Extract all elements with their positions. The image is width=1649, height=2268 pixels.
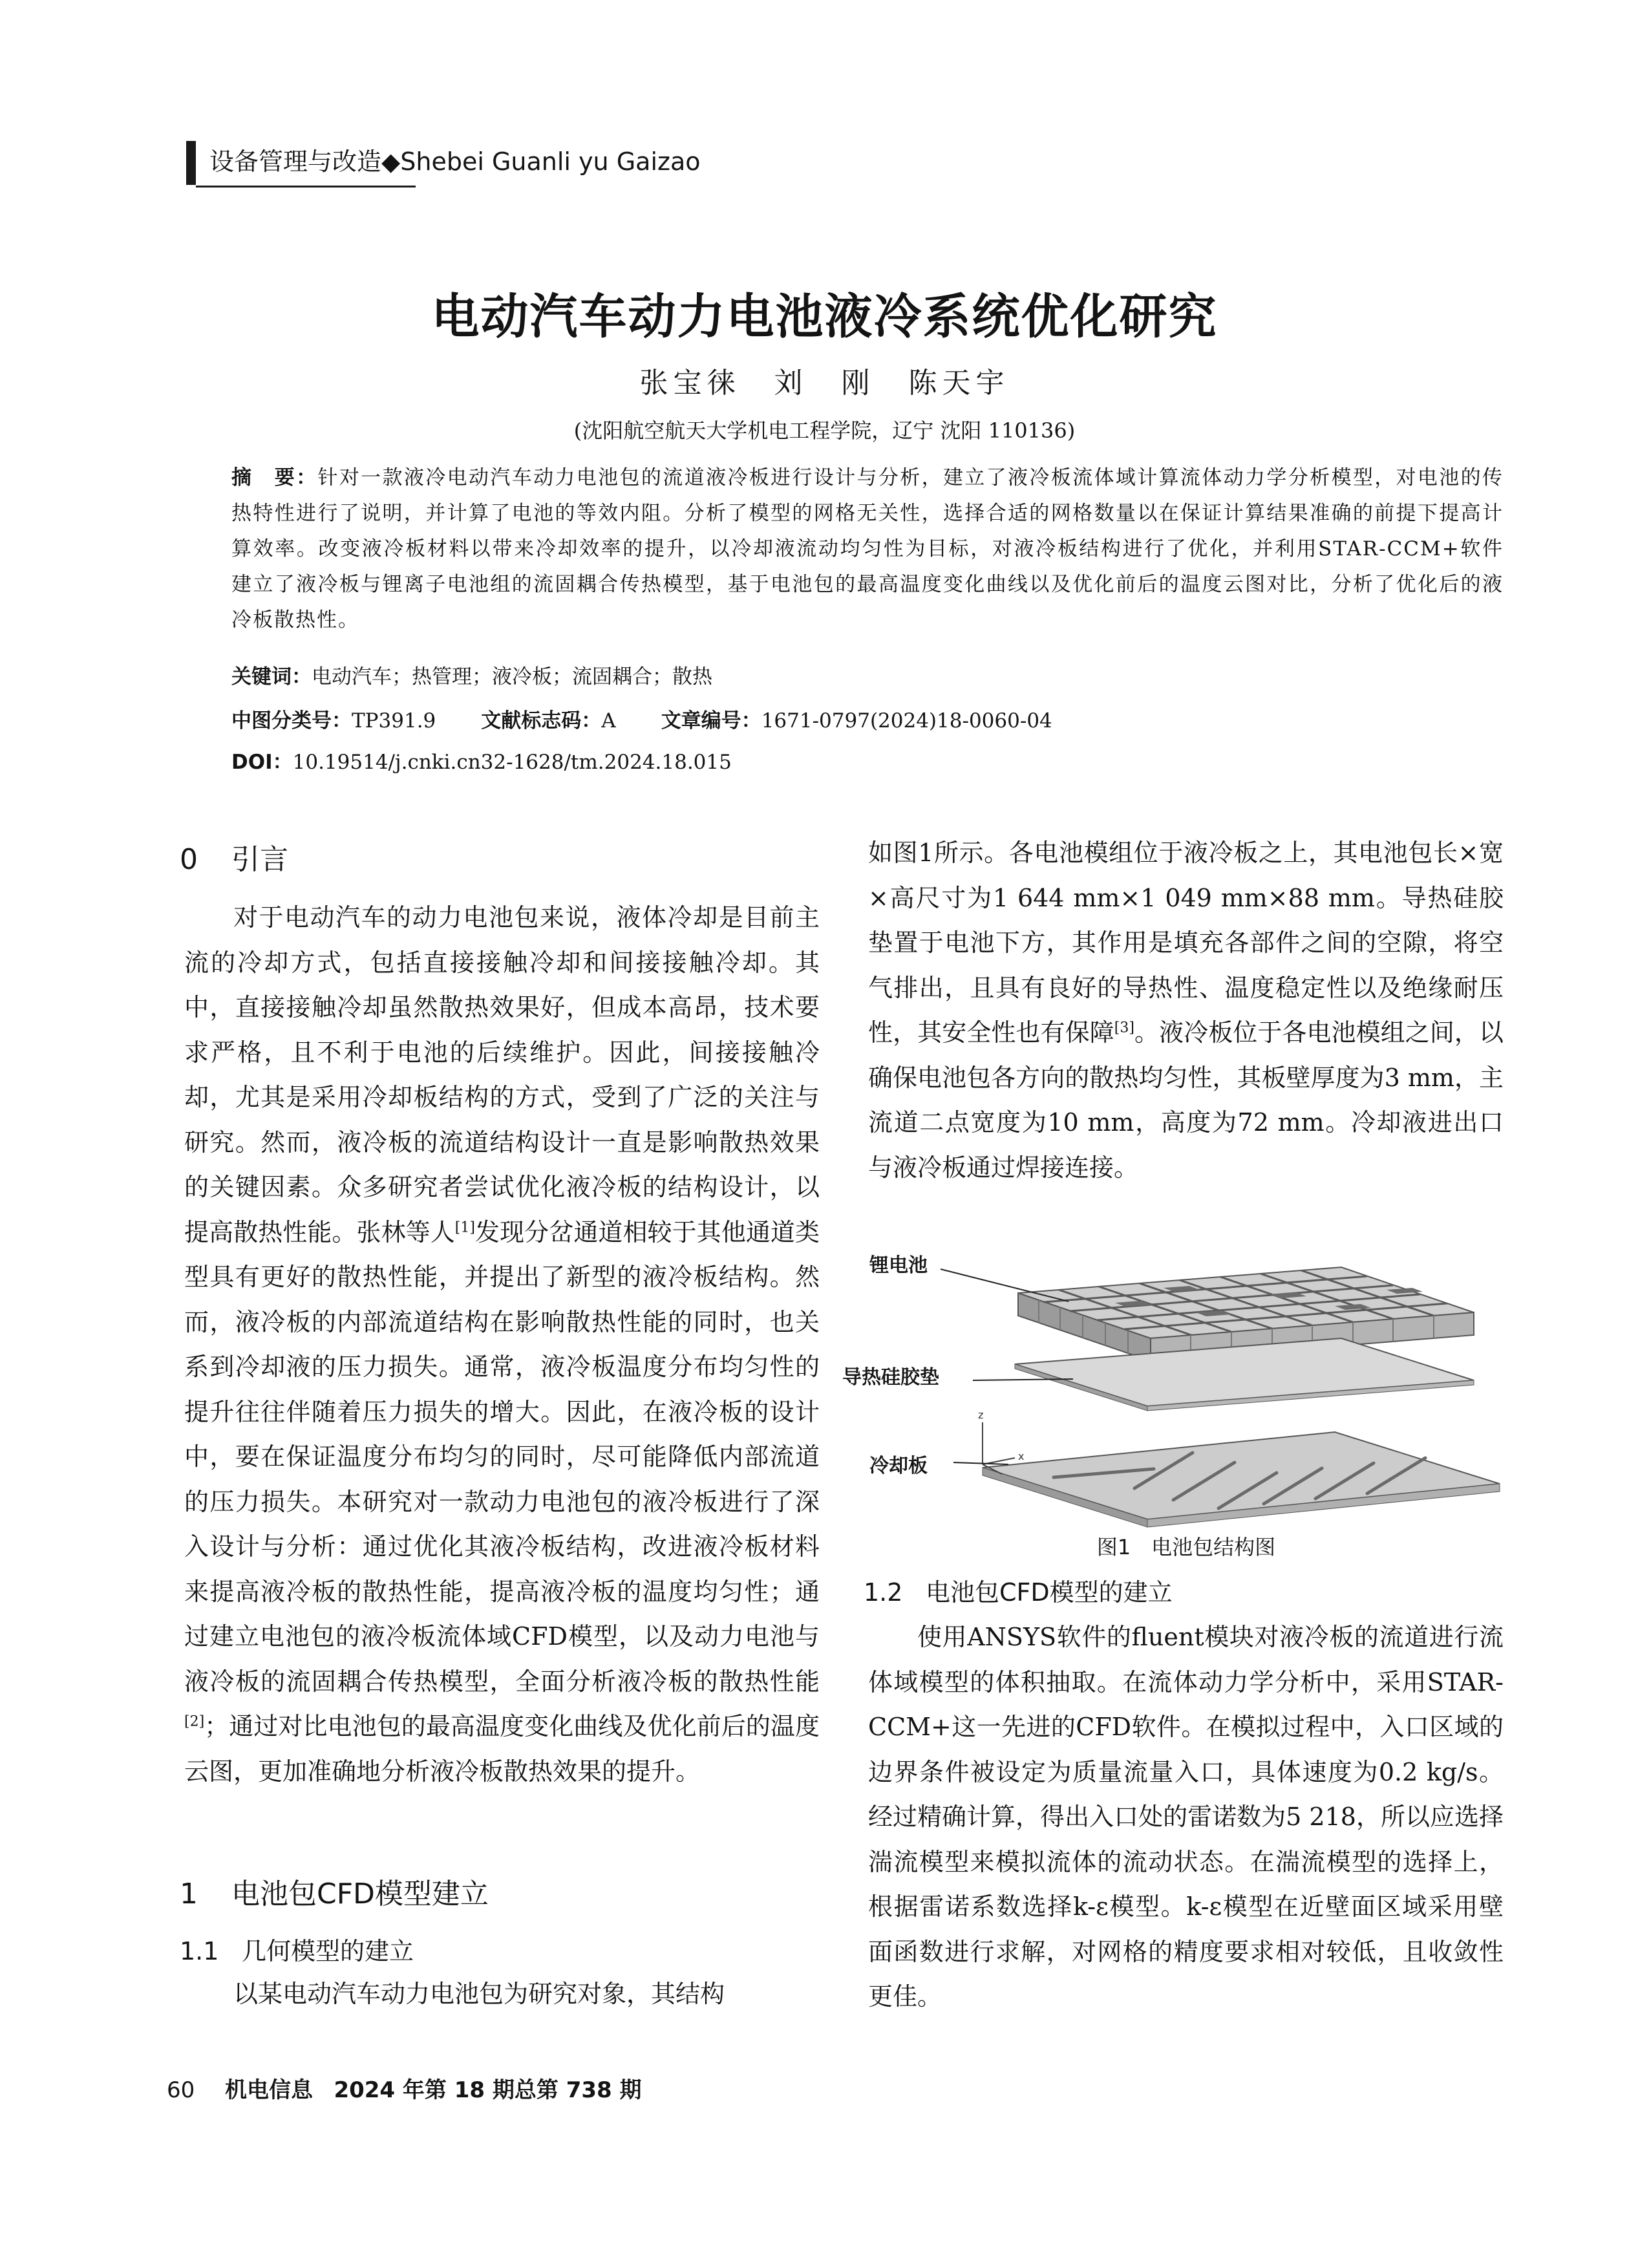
section-1-2-heading (864, 1574, 1173, 1610)
section-1-1-text-2: 。液冷板位于各电池模组之间，以确保电池包各方向的散热均匀性，其板壁厚度为3 mm，主流道二点宽度为10 mm，高度为72 mm。冷却液进出口与液冷板通过焊接连接。 (868, 1018, 1504, 1182)
figure-1 (842, 1235, 1503, 1539)
section-1-1-text-start: 以某电动汽车动力电池包为研究对象，其结构 (233, 1980, 725, 2008)
affiliation: (沈阳航空航天大学机电工程学院，辽宁 沈阳 110136) (573, 418, 1076, 443)
article-no-label: 文章编号： (661, 709, 761, 733)
figure-1-caption: 图1 电池包结构图 (1096, 1535, 1276, 1559)
intro-text-3: 发现分岔通道相较于其他通道类型具有更好的散热性能，并提出了新型的液冷板结构。然而，液冷板的内部流道结构在影响散热性能的同时，也关系到冷却液的压力损失。通常，液冷板温度分布均匀性的提升往往伴随着压力损失的增大。因此，在液冷板的设计中，要在保证温度分布均匀的同时，尽可能降低内部流道的压力损失。本研究对一款动力电池包的液冷板进行了深入设计与分析：通过优化其液冷板结构，改进液冷板材料来提高液冷板的散热性能，提高液冷板的温度均匀性；通过建立电池包的液冷板流体域CFD模型，以及动力电池与液冷板的流固耦合传热模型，全面分析液冷板的散热性能 (184, 1217, 820, 1696)
axis-x-label: x (1018, 1450, 1025, 1462)
header-separator: ◆ (381, 147, 401, 176)
page-footer (167, 2074, 642, 2106)
section-1-1-heading (180, 1933, 414, 1969)
citation-3: [3] (1114, 1020, 1134, 1036)
section-0-number: 0 (180, 843, 198, 876)
section-1-1-body-continued (868, 831, 1504, 1190)
section-1-2-paragraph: 使用ANSYS软件的fluent模块对液冷板的流道进行流体域模型的体积抽取。在流体动力学分析中，采用STAR-CCM+这一先进的CFD软件。在模拟过程中，入口区域的边界条件被设定为质量流量入口，具体速度为0.2 kg/s。经过精确计算，得出入口处的雷诺数为5 218，所以应选择湍流模型来模拟流体的流动状态。在湍流模型的选择上，根据雷诺系数选择k-ε模型。k-ε模型在近壁面区域采用壁面函数进行求解，对网格的精度要求相对较低，且收敛性更佳。 (868, 1623, 1504, 2011)
section-0-heading (180, 840, 288, 879)
keywords (231, 661, 712, 693)
doc-code-value: A (601, 709, 616, 733)
abstract (231, 460, 1504, 638)
label-thermal-pad: 导热硅胶垫 (842, 1366, 939, 1389)
header-bar (186, 141, 196, 185)
classification-row (231, 705, 1052, 737)
journal-name: 机电信息 (225, 2077, 313, 2103)
abstract-text: 针对一款液冷电动汽车动力电池包的流道液冷板进行设计与分析，建立了液冷板流体域计算流体动力学分析模型，对电池的传热特性进行了说明，并计算了电池的等效内阻。分析了模型的网格无关性，选择合适的网格数量以在保证计算结果准确的前提下提高计算效率。改变液冷板材料以带来冷却效率的提升，以冷却液流动均匀性为目标，对液冷板结构进行了优化，并利用STAR-CCM+软件建立了液冷板与锂离子电池组的流固耦合传热模型，基于电池包的最高温度变化曲线以及优化前后的温度云图对比，分析了优化后的液冷板散热性。 (231, 466, 1504, 632)
paper-title: 电动汽车动力电池液冷系统优化研究 (431, 289, 1218, 345)
section-1-heading (180, 1875, 489, 1914)
doi-row (231, 746, 732, 778)
intro-text-2: 张林等人 (356, 1217, 455, 1246)
section-1-2-title: 电池包CFD模型的建立 (926, 1578, 1173, 1607)
section-0-body (184, 895, 820, 1826)
clc-label: 中图分类号： (231, 709, 352, 733)
authors: 张宝徕 刘 刚 陈天宇 (639, 367, 1010, 400)
label-cold-plate: 冷却板 (869, 1455, 928, 1477)
intro-paragraph (184, 895, 820, 1794)
doi-value: 10.19514/j.cnki.cn32-1628/tm.2024.18.015 (292, 751, 732, 774)
keywords-text: 电动汽车；热管理；液冷板；流固耦合；散热 (312, 665, 712, 689)
clc-value: TP391.9 (352, 709, 436, 733)
abstract-label: 摘 要： (231, 466, 318, 489)
section-1-number: 1 (180, 1878, 198, 1910)
keywords-label: 关键词： (231, 665, 312, 689)
battery-pack-diagram (869, 1235, 1503, 1539)
header-section-cn: 设备管理与改造 (209, 147, 382, 176)
label-lithium-battery: 锂电池 (869, 1254, 928, 1277)
journal-issue: 2024 年第 18 期总第 738 期 (334, 2077, 642, 2103)
axis-z-label: z (978, 1409, 984, 1421)
header-underline (196, 186, 416, 187)
running-header (209, 145, 701, 178)
cold-plate-illustration (983, 1432, 1500, 1527)
section-1-2-number: 1.2 (864, 1578, 903, 1607)
section-1-title: 电池包CFD模型建立 (231, 1878, 489, 1910)
section-1-1-paragraph (868, 831, 1504, 1190)
intro-text-4: ；通过对比电池包的最高温度变化曲线及优化前后的温度云图，更加准确地分析液冷板散热效果的提升。 (184, 1712, 820, 1786)
page-number: 60 (167, 2077, 195, 2103)
section-1-1-title: 几何模型的建立 (242, 1937, 414, 1965)
thermal-pad-illustration (1015, 1338, 1474, 1411)
section-1-1-text-1: 如图1所示。各电池模组位于液冷板之上，其电池包长×宽×高尺寸为1 644 mm×1 049 mm×88 mm。导热硅胶垫置于电池下方，其作用是填充各部件之间的空隙，将空气排出，且具有良好的导热性、温度稳定性以及绝缘耐压性，其安全性也有保障 (868, 839, 1504, 1047)
doc-code-label: 文献标志码： (481, 709, 602, 733)
section-1-1-body-start (184, 1972, 820, 2017)
section-1-1-number: 1.1 (180, 1937, 219, 1965)
doi-label: DOI： (231, 751, 293, 774)
section-0-title: 引言 (231, 843, 288, 876)
citation-2: [2] (184, 1713, 205, 1730)
intro-text-1: 对于电动汽车的动力电池包来说，液体冷却是目前主流的冷却方式，包括直接接触冷却和间接接触冷却。其中，直接接触冷却虽然散热效果好，但成本高昂，技术要求严格，且不利于电池的后续维护。因此，间接接触冷却，尤其是采用冷却板结构的方式，受到了广泛的关注与研究。然而，液冷板的流道结构设计一直是影响散热效果的关键因素。众多研究者尝试优化液冷板的结构设计，以提高散热性能。 (184, 903, 820, 1246)
header-section-pinyin: Shebei Guanli yu Gaizao (400, 147, 701, 176)
section-1-2-body (868, 1615, 1504, 2020)
citation-1: [1] (454, 1219, 475, 1236)
article-no-value: 1671-0797(2024)18-0060-04 (761, 709, 1052, 733)
